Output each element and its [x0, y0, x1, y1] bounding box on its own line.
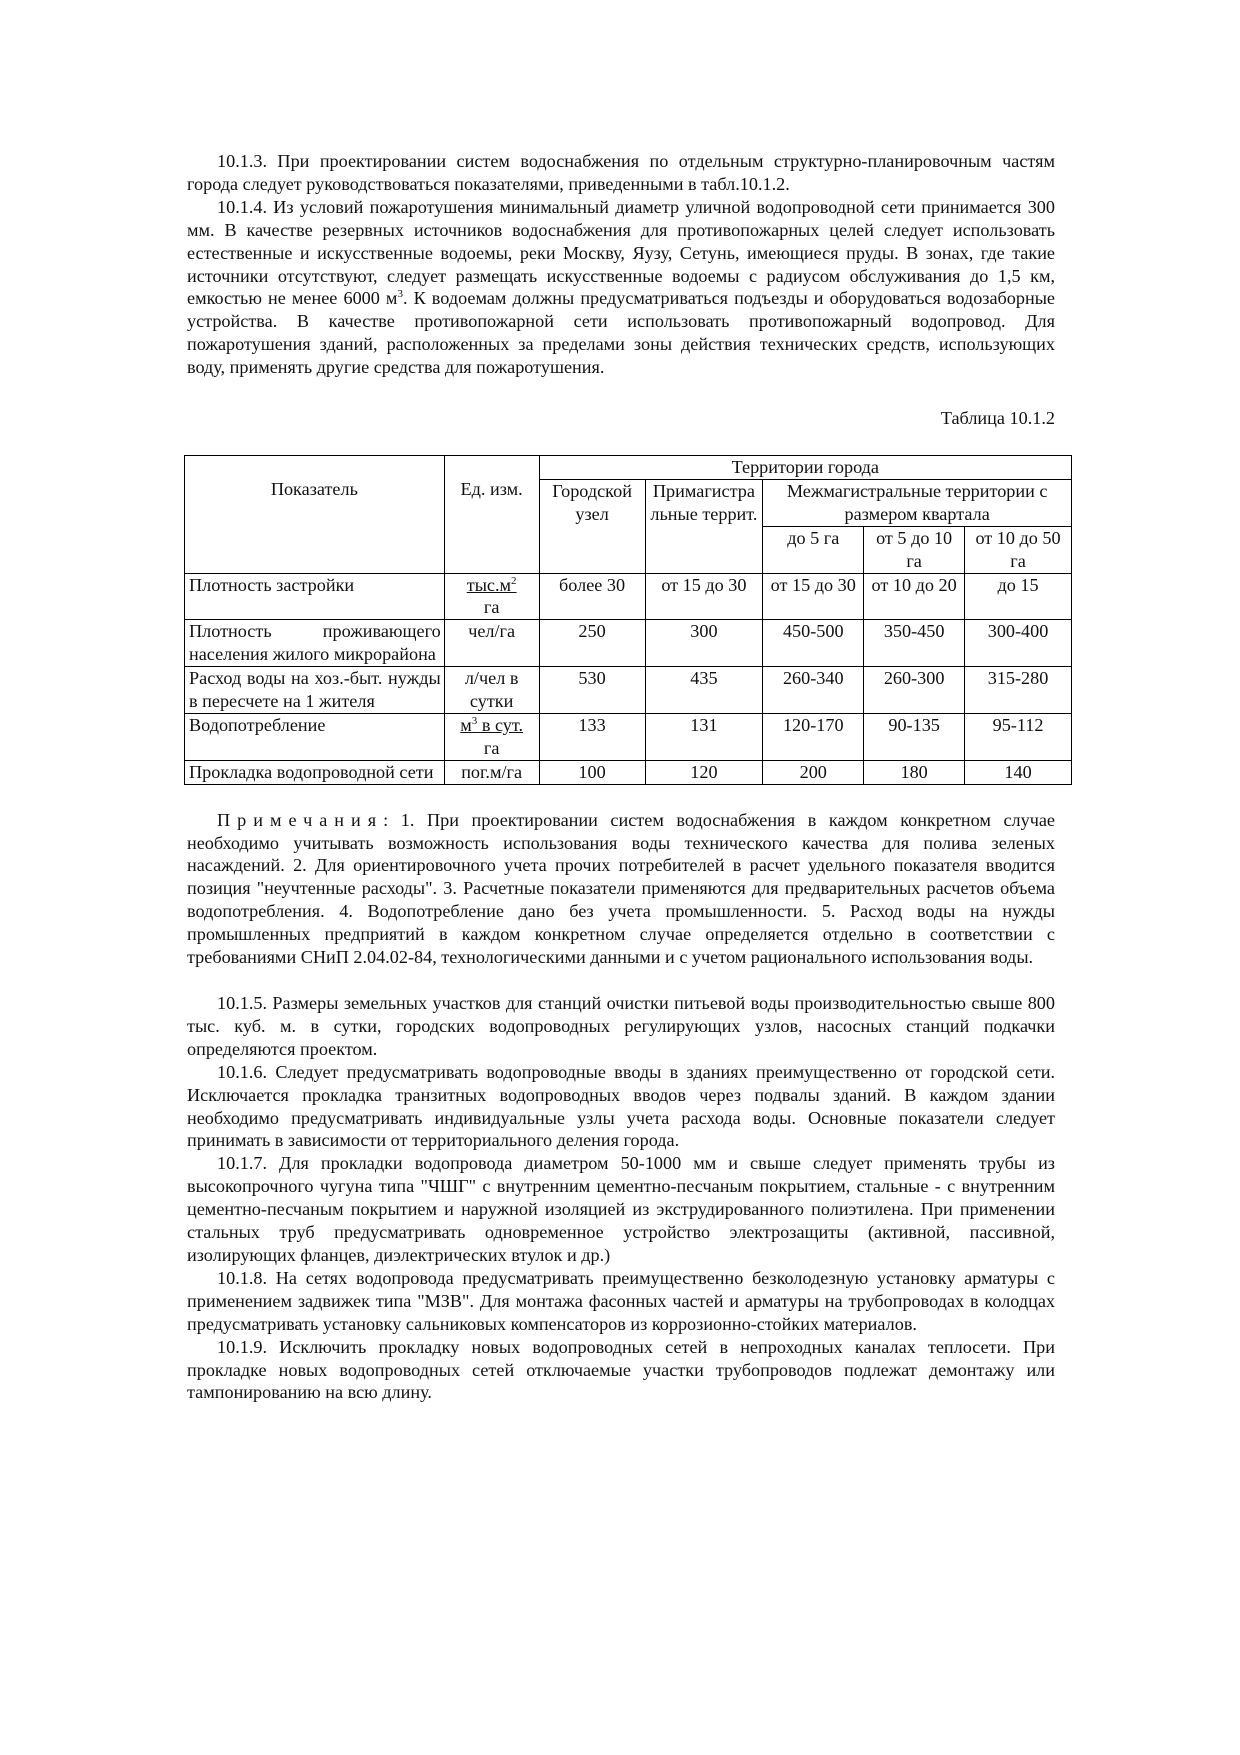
row-name: Расход воды на хоз.-быт. нужды в пересчете на 1 жителя — [185, 667, 445, 714]
header-unit: Ед. изм. — [444, 455, 539, 573]
row-value: 120-170 — [763, 713, 864, 760]
header-arterial: Примагистральные террит. — [645, 479, 763, 573]
document-page — [187, 150, 1061, 1404]
paragraph-10-1-5: 10.1.5. Размеры земельных участков для станций очистки питьевой воды производительностью свыше 800 тыс. куб. м. в сутки, городских водопроводных регулирующих узлов, насосных станций подкачки определяются проектом. — [187, 993, 1055, 1059]
table-caption: Таблица 10.1.2 — [940, 408, 1055, 429]
paragraph-10-1-4-part2: . К водоемам должны предусматриваться подъезды и оборудоваться водозаборные устройства. В качестве противопожарной сети использовать противопожарный водопровод. Для пожаротушения зданий, расположенных за пределами зоны действия технических средств, использующих воду, применять другие средства для пожаротушения. — [187, 288, 1056, 378]
table-header-row — [185, 455, 1072, 479]
row-value: до 15 — [965, 573, 1072, 620]
row-value: 100 — [539, 760, 645, 784]
row-value: 180 — [864, 760, 965, 784]
header-from10to50: от 10 до 50 га — [965, 526, 1072, 573]
row-value: 133 — [539, 713, 645, 760]
paragraph-10-1-4-part1: 10.1.4. Из условий пожаротушения минимальный диаметр уличной водопроводной сети принимается 300 мм. В качестве резервных источников водоснабжения для противопожарных целей следует использовать естественные и искусственные водоемы, реки Москву, Яузу, Сетунь, имеющиеся пруды. В зонах, где такие источники отсутствуют, следует размещать искусственные водоемы с радиусом обслуживания до 1,5 км, емкостью не менее 6000 м — [187, 196, 1055, 309]
row-value: 200 — [763, 760, 864, 784]
row-value: 131 — [645, 713, 763, 760]
table-row — [185, 620, 1072, 667]
row-value: 450-500 — [763, 620, 864, 667]
row-value: более 30 — [539, 573, 645, 620]
row-value: 435 — [645, 667, 763, 714]
row-value: 90-135 — [864, 713, 965, 760]
header-territories: Территории города — [539, 455, 1071, 479]
row-value: от 10 до 20 — [864, 573, 965, 620]
row-name: Плотность застройки — [185, 573, 445, 620]
row-value: 315-280 — [965, 667, 1072, 714]
row-unit: л/чел в сутки — [444, 667, 539, 714]
row-value: от 15 до 30 — [763, 573, 864, 620]
row-unit: пог.м/га — [444, 760, 539, 784]
row-unit: $тыс.м^2$ га — [444, 573, 539, 620]
row-value: от 15 до 30 — [645, 573, 763, 620]
row-value: 260-340 — [763, 667, 864, 714]
table-row — [185, 573, 1072, 620]
indicators-table — [184, 455, 1072, 785]
header-from5to10: от 5 до 10 га — [864, 526, 965, 573]
table-row — [185, 667, 1072, 714]
row-value: 250 — [539, 620, 645, 667]
table-row — [185, 713, 1072, 760]
paragraph-10-1-3: 10.1.3. При проектировании систем водоснабжения по отдельным структурно-планировочным частям города следует руководствоваться показателями, приведенными в табл.10.1.2. — [187, 151, 1055, 194]
row-value: 300 — [645, 620, 763, 667]
row-value: 260-300 — [864, 667, 965, 714]
row-name: Прокладка водопроводной сети — [185, 760, 445, 784]
header-upto5: до 5 га — [763, 526, 864, 573]
row-unit: $м^3$ в сут. га — [444, 713, 539, 760]
row-value: 95-112 — [965, 713, 1072, 760]
paragraph-10-1-4 — [187, 196, 1055, 379]
paragraph-10-1-8: 10.1.8. На сетях водопровода предусматривать преимущественно безколодезную установку арматуры с применением задвижек типа "МЗВ". Для монтажа фасонных частей и арматуры на трубопроводах в колодцах предусматривать установку сальниковых компенсаторов из коррозионно-стойких материалов. — [187, 1267, 1055, 1334]
superscript-3: 3 — [397, 288, 403, 301]
header-inter-arterial: Межмагистральные территории с размером квартала — [763, 479, 1072, 526]
header-indicator: Показатель — [185, 455, 445, 573]
row-name: Плотность проживающего населения жилого микрорайона — [185, 620, 445, 667]
notes-text: : 1. При проектировании систем водоснабжения в каждом конкретном случае необходимо учитывать возможность использования воды технического качества для полива зеленых насаждений. 2. Для ориентировочного учета прочих потребителей в расчет удельного показателя вводится позиция "неучтенные расходы". 3. Расчетные показатели применяются для предварительных расчетов объема водопотребления. 4. Водопотребление дано без учета промышленности. 5. Расход воды на нужды промышленных предприятий в каждом конкретном случае определяется отдельно в соответствии с требованиями СНиП 2.04.02-84, технологическими данными и с учетом рационального использования воды. — [187, 809, 1055, 968]
notes-label: Примечания — [217, 809, 384, 830]
row-value: 530 — [539, 667, 645, 714]
table-row — [185, 760, 1072, 784]
header-city-center: Городской узел — [539, 479, 645, 573]
row-name: Водопотребление — [185, 713, 445, 760]
row-value: 350-450 — [864, 620, 965, 667]
paragraph-10-1-7: 10.1.7. Для прокладки водопровода диаметром 50-1000 мм и свыше следует применять трубы из высокопрочного чугуна типа "ЧШГ" с внутренним цементно-песчаным покрытием, стальные - с внутренним цементно-песчаным покрытием и наружной изоляцией из экструдированного полиэтилена. При применении стальных труб предусматривать одновременное устройство электрозащиты (активной, пассивной, изолирующих фланцев, диэлектрических втулок и др.) — [187, 1153, 1055, 1265]
row-value: 140 — [965, 760, 1072, 784]
row-value: 300-400 — [965, 620, 1072, 667]
paragraph-10-1-9: 10.1.9. Исключить прокладку новых водопроводных сетей в непроходных каналах теплосети. При прокладке новых водопроводных сетей отключаемые участки трубопроводов подлежат демонтажу или тампонированию на всю длину. — [187, 1336, 1055, 1403]
table-notes — [187, 809, 1055, 969]
row-value: 120 — [645, 760, 763, 784]
paragraph-10-1-6: 10.1.6. Следует предусматривать водопроводные вводы в зданиях преимущественно от городской сети. Исключается прокладка транзитных водопроводных вводов через подвалы зданий. В каждом здании необходимо предусматривать индивидуальные узлы учета расхода воды. Основные показатели следует принимать в зависимости от территориального деления города. — [187, 1061, 1055, 1151]
row-unit: чел/га — [444, 620, 539, 667]
